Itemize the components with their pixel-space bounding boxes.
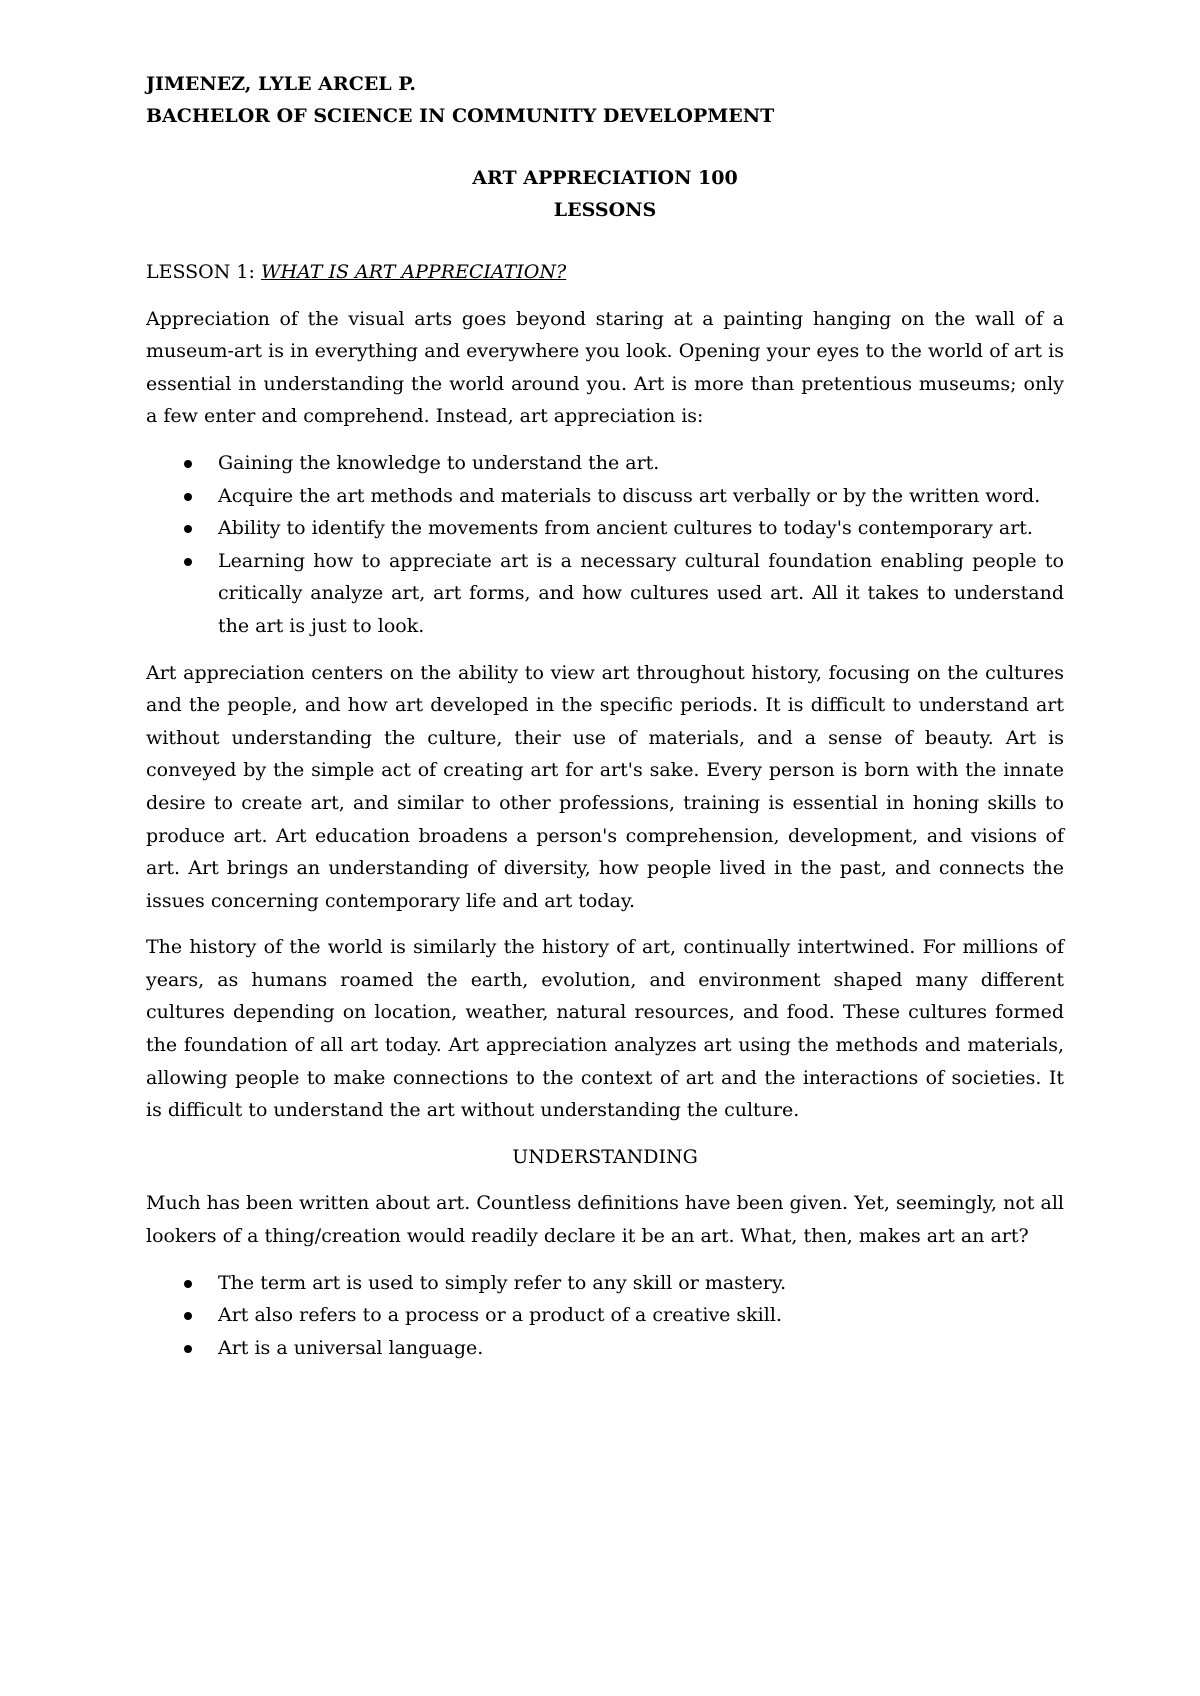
bullet-icon <box>184 1312 192 1320</box>
understanding-paragraph: Much has been written about art. Countless definitions have been given. Yet, seemingly, not all lookers of a thing/creation would readily declare it be an art. What, then, makes art an art? <box>146 1192 1064 1248</box>
course-heading <box>146 162 1064 226</box>
bullet-icon <box>184 1345 192 1353</box>
list-item: Ability to identify the movements from ancient cultures to today's contemporary art. <box>146 512 1064 545</box>
degree-program: BACHELOR OF SCIENCE IN COMMUNITY DEVELOPMENT <box>146 105 775 127</box>
lesson-1-heading <box>146 256 1064 289</box>
lesson-1-paragraph-2: Art appreciation centers on the ability to view art throughout history, focusing on the cultures and the people, and how art developed in the specific periods. It is difficult to understand art without understanding the culture, their use of materials, and a sense of beauty. Art is conveyed by the simple act of creating art for art's sake. Every person is born with the innate desire to create art, and similar to other professions, training is essential in honing skills to produce art. Art education broadens a person's comprehension, development, and visions of art. Art brings an understanding of diversity, how people lived in the past, and connects the issues concerning contemporary life and art today. <box>146 661 1064 912</box>
author-name: JIMENEZ, LYLE ARCEL P. <box>146 73 417 95</box>
bullet-icon <box>184 525 192 533</box>
understanding-bullet-list <box>146 1267 1064 1365</box>
list-item: Gaining the knowledge to understand the art. <box>146 447 1064 480</box>
lesson-1-paragraph-3: The history of the world is similarly the history of art, continually intertwined. For millions of years, as humans roamed the earth, evolution, and environment shaped many different cultures depending on location, weather, natural resources, and food. These cultures formed the foundation of all art today. Art appreciation analyzes art using the methods and materials, allowing people to make connections to the context of art and the interactions of societies. It is difficult to understand the art without understanding the culture. <box>146 936 1064 1122</box>
lesson-1-label: LESSON 1: <box>146 261 261 283</box>
list-item: Art is a universal language. <box>146 1332 1064 1365</box>
lesson-1-bullet-list <box>146 447 1064 643</box>
lesson-1-title: WHAT IS ART APPRECIATION? <box>260 261 567 283</box>
lesson-1-intro: Appreciation of the visual arts goes beyond staring at a painting hanging on the wall of a museum-art is in everything and everywhere you look. Opening your eyes to the world of art is essential in understanding the world around you. Art is more than pretentious museums; only a few enter and comprehend. Instead, art appreciation is: <box>146 307 1064 428</box>
list-item: Art also refers to a process or a product of a creative skill. <box>146 1299 1064 1332</box>
bullet-icon <box>184 558 192 566</box>
understanding-heading: UNDERSTANDING <box>512 1145 698 1168</box>
list-item: Learning how to appreciate art is a necessary cultural foundation enabling people to critically analyze art, art forms, and how cultures used art. All it takes to understand the art is just to look. <box>146 545 1064 643</box>
document-content <box>146 68 1064 1364</box>
course-subtitle: LESSONS <box>553 199 657 221</box>
bullet-icon <box>184 1280 192 1288</box>
bullet-icon <box>184 493 192 501</box>
list-item: The term art is used to simply refer to any skill or mastery. <box>146 1267 1064 1300</box>
list-item: Acquire the art methods and materials to discuss art verbally or by the written word. <box>146 480 1064 513</box>
course-title: ART APPRECIATION 100 <box>472 167 738 189</box>
bullet-icon <box>184 460 192 468</box>
